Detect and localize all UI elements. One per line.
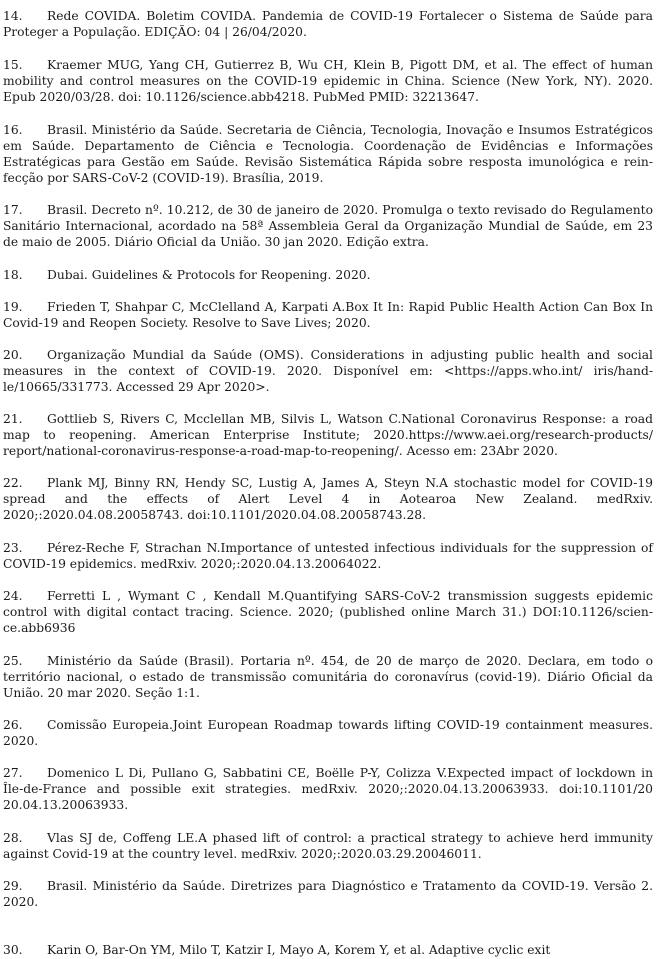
reference-text: Dubai. Guidelines & Protocols for Reopening. 2020. <box>47 268 371 283</box>
reference-text: Comissão Europeia.Joint European Roadmap towards lifting COVID-19 containment measures. 2020. <box>3 718 653 749</box>
reference-text: Pérez-Reche F, Strachan N.Importance of untested infectious individuals for the suppression of COVID-19 epidemics. medRxiv. 2020;:2020.04.13.20064022. <box>3 541 653 572</box>
reference-number: 21. <box>3 412 23 427</box>
reference-item <box>3 300 653 332</box>
reference-text: Organização Mundial da Saúde (OMS). Considerations in adjusting public health and social measures in the context of COVID-19. 2020. Disponível em: <https://apps.who.int/ iris/handle/10665/331773. Accessed 29 Apr 2020>. <box>3 348 653 394</box>
reference-item <box>3 831 653 863</box>
reference-item <box>3 58 653 105</box>
reference-item <box>3 879 653 911</box>
reference-number: 14. <box>3 9 23 24</box>
reference-item <box>3 268 653 284</box>
reference-number: 30. <box>3 943 23 958</box>
reference-number: 23. <box>3 541 23 556</box>
reference-text: Plank MJ, Binny RN, Hendy SC, Lustig A, James A, Steyn N.A stochastic model for COVID-19 spread and the effects of Alert Level 4 in Aotearoa New Zealand. medRxiv. 2020;:2020.04.08.20058743. doi:10.1101/2020.04.08.20058743.28. <box>3 476 653 522</box>
reference-text: Brasil. Ministério da Saúde. Diretrizes para Diagnóstico e Tratamento da COVID-19. Versão 2. 2020. <box>3 879 653 910</box>
reference-item <box>3 9 653 41</box>
reference-item <box>3 203 653 250</box>
reference-number: 19. <box>3 300 23 315</box>
reference-text: Domenico L Di, Pullano G, Sabbatini CE, Boëlle P-Y, Colizza V.Expected impact of lockdown in Île-de-France and possible exit strategies. medRxiv. 2020;:2020.04.13.20063933. doi:10.1101/20 20.04.13.20063933. <box>3 766 653 812</box>
reference-number: 16. <box>3 123 23 138</box>
reference-text: Gottlieb S, Rivers C, Mcclellan MB, Silvis L, Watson C.National Coronavirus Response: a road map to reopening. American Enterprise Institute; 2020.https://www.aei.org/research-products/ report/national-coronavirus-response-a-road-map-to-reopening/. Acesso em: 23Abr 2020. <box>3 412 653 458</box>
reference-text: Ministério da Saúde (Brasil). Portaria nº. 454, de 20 de março de 2020. Declara, em todo o território nacional, o estado de transmissão comunitária do coronavírus (covid-19). Diário Oficial da União. 20 mar 2020. Seção 1:1. <box>3 654 653 700</box>
reference-number: 29. <box>3 879 23 894</box>
reference-item <box>3 123 653 186</box>
reference-number: 22. <box>3 476 23 491</box>
reference-number: 28. <box>3 831 23 846</box>
reference-item <box>3 589 653 636</box>
reference-item <box>3 476 653 523</box>
reference-item <box>3 943 653 959</box>
reference-item <box>3 348 653 395</box>
reference-item <box>3 718 653 750</box>
reference-number: 20. <box>3 348 23 363</box>
reference-text: Kraemer MUG, Yang CH, Gutierrez B, Wu CH, Klein B, Pigott DM, et al. The effect of human mobility and control measures on the COVID-19 epidemic in China. Science (New York, NY). 2020. Epub 2020/03/28. doi: 10.1126/science.abb4218. PubMed PMID: 32213647. <box>3 58 653 104</box>
reference-text: Karin O, Bar-On YM, Milo T, Katzir I, Mayo A, Korem Y, et al. Adaptive cyclic exit <box>47 943 551 958</box>
reference-text: Vlas SJ de, Coffeng LE.A phased lift of control: a practical strategy to achieve herd immunity against Covid-19 at the country level. medRxiv. 2020;:2020.03.29.20046011. <box>3 831 653 862</box>
reference-number: 24. <box>3 589 23 604</box>
reference-number: 17. <box>3 203 23 218</box>
reference-text: Brasil. Ministério da Saúde. Secretaria de Ciência, Tecnologia, Inovação e Insumos Estratégicos em Saúde. Departamento de Ciência e Tecnologia. Coordenação de Evidências e Informações Estratégicas para Gestão em Saúde. Revisão Sistemática Rápida sobre resposta imunológica e reinfecção por SARS-CoV-2 (COVID-19). Brasília, 2019. <box>3 123 653 185</box>
reference-text: Brasil. Decreto nº. 10.212, de 30 de janeiro de 2020. Promulga o texto revisado do Regulamento Sanitário Internacional, acordado na 58ª Assembleia Geral da Organização Mundial de Saúde, em 23 de maio de 2005. Diário Oficial da União. 30 jan 2020. Edição extra. <box>3 203 653 249</box>
reference-item <box>3 412 653 459</box>
reference-number: 15. <box>3 58 23 73</box>
reference-number: 27. <box>3 766 23 781</box>
reference-number: 18. <box>3 268 23 283</box>
reference-number: 25. <box>3 654 23 669</box>
reference-item <box>3 541 653 573</box>
reference-text: Frieden T, Shahpar C, McClelland A, Karpati A.Box It In: Rapid Public Health Action Can Box In Covid-19 and Reopen Society. Resolve to Save Lives; 2020. <box>3 300 653 331</box>
reference-number: 26. <box>3 718 23 733</box>
reference-item <box>3 766 653 813</box>
reference-item <box>3 654 653 701</box>
reference-text: Ferretti L , Wymant C , Kendall M.Quantifying SARS-CoV-2 transmission suggests epidemic control with digital contact tracing. Science. 2020; (published online March 31.) DOI:10.1126/science.abb6936 <box>3 589 653 635</box>
reference-text: Rede COVIDA. Boletim COVIDA. Pandemia de COVID-19 Fortalecer o Sistema de Saúde para Proteger a População. EDIÇÃO: 04 | 26/04/2020. <box>3 9 653 40</box>
